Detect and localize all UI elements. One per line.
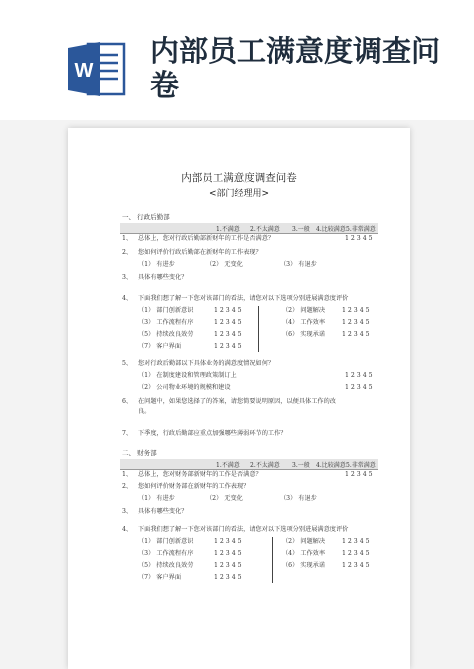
question-text: 您如何评价财务部在新财年的工作表现？ bbox=[138, 483, 250, 490]
question-text: 总体上，您对财务部新财年的工作是否满意？ bbox=[138, 471, 262, 478]
rating-item: （5） 持续改良效劳 bbox=[138, 562, 194, 569]
section-heading: 一、 行政后勤部 bbox=[122, 213, 170, 221]
question-number: 3、 bbox=[122, 274, 133, 281]
paper-title: 内部员工满意度调查问卷 bbox=[181, 172, 297, 184]
scale-label: 4.比较满意 bbox=[316, 226, 346, 233]
rating-item: （6） 实现承诺 bbox=[282, 562, 326, 569]
paper-subtitle: <部门经理用> bbox=[208, 189, 270, 199]
column-divider bbox=[272, 537, 273, 583]
rating-numbers: 1 2 3 4 5 bbox=[214, 562, 242, 569]
rating-numbers: 1 2 3 4 5 bbox=[345, 384, 373, 391]
rating-numbers: 1 2 3 4 5 bbox=[345, 372, 373, 379]
rating-item: （2） 问题解决 bbox=[282, 307, 326, 314]
scale-label: 3.一般 bbox=[292, 226, 310, 233]
question-number: 4、 bbox=[122, 295, 133, 302]
rating-numbers: 1 2 3 4 5 bbox=[214, 538, 242, 545]
rating-item: （7） 客户界面 bbox=[138, 343, 182, 350]
option: （1） 有进步 bbox=[138, 261, 175, 268]
rating-numbers: 1 2 3 4 5 bbox=[342, 319, 370, 326]
question-number: 4、 bbox=[122, 526, 133, 533]
scale-label: 1.不满意 bbox=[216, 462, 240, 469]
scale-label: 3.一般 bbox=[292, 462, 310, 469]
rating-item: （7） 客户界面 bbox=[138, 574, 182, 581]
question-text: 在问题中，如果您选择了的答案，请您简要说明原因，以便具体工作的改 bbox=[138, 398, 336, 405]
question-number: 1、 bbox=[122, 471, 133, 478]
rating-item: （1） 部门创新意识 bbox=[138, 538, 194, 545]
scale-label: 5.非常满意 bbox=[346, 462, 376, 469]
rating-item: （1） 部门创新意识 bbox=[138, 307, 194, 314]
rating-numbers: 1 2 3 4 5 bbox=[214, 343, 242, 350]
question-number: 2、 bbox=[122, 483, 133, 490]
document-page bbox=[68, 128, 410, 669]
question-number: 7、 bbox=[122, 430, 133, 437]
question-text: 下面我们想了解一下您对该部门的看法，请您对以下选项分别进展满意度评价 bbox=[138, 295, 349, 302]
rating-item: （3） 工作流程有序 bbox=[138, 319, 194, 326]
word-icon bbox=[66, 38, 128, 100]
question-text: 您如何评价行政后勤部在新财年的工作表现？ bbox=[138, 249, 262, 256]
option: （3） 有退步 bbox=[280, 495, 317, 502]
rating-numbers: 1 2 3 4 5 bbox=[345, 235, 373, 242]
question-text-continued: 良。 bbox=[138, 408, 151, 415]
rating-numbers: 1 2 3 4 5 bbox=[214, 574, 242, 581]
scale-label: 1.不满意 bbox=[216, 226, 240, 233]
rating-item: （4） 工作效率 bbox=[282, 550, 326, 557]
sub-item: （2） 公司物业环境的规模和建设 bbox=[138, 384, 231, 391]
question-number: 1、 bbox=[122, 235, 133, 242]
rating-item: （3） 工作流程有序 bbox=[138, 550, 194, 557]
rating-scale bbox=[120, 223, 378, 234]
scale-label: 5.非常满意 bbox=[346, 226, 376, 233]
option: （2） 无变化 bbox=[206, 261, 243, 268]
option: （1） 有进步 bbox=[138, 495, 175, 502]
sub-item: （1） 在制度建设和管理政策制订上 bbox=[138, 372, 237, 379]
svg-text:W: W bbox=[74, 60, 94, 82]
question-text: 具体有哪些变化？ bbox=[138, 274, 188, 281]
question-number: 6、 bbox=[122, 398, 133, 405]
rating-item: （6） 实现承诺 bbox=[282, 331, 326, 338]
header bbox=[0, 0, 474, 120]
question-text: 您对行政后勤部以下具体业务的满意度情况如何？ bbox=[138, 360, 275, 367]
rating-numbers: 1 2 3 4 5 bbox=[342, 562, 370, 569]
option: （3） 有退步 bbox=[280, 261, 317, 268]
rating-numbers: 1 2 3 4 5 bbox=[214, 307, 242, 314]
rating-numbers: 1 2 3 4 5 bbox=[214, 331, 242, 338]
question-number: 2、 bbox=[122, 249, 133, 256]
question-text: 下季度，行政后勤部应重点加强哪些薄弱环节的工作？ bbox=[138, 430, 287, 437]
question-number: 5、 bbox=[122, 360, 133, 367]
rating-numbers: 1 2 3 4 5 bbox=[342, 307, 370, 314]
column-divider bbox=[258, 306, 259, 352]
question-text: 下面我们想了解一下您对该部门的看法，请您对以下选项分别进展满意度评价 bbox=[138, 526, 349, 533]
scale-label: 2.不太满意 bbox=[250, 462, 280, 469]
section-heading: 二、 财务部 bbox=[122, 449, 157, 457]
rating-item: （4） 工作效率 bbox=[282, 319, 326, 326]
question-text: 具体有哪些变化？ bbox=[138, 508, 188, 515]
rating-numbers: 1 2 3 4 5 bbox=[214, 550, 242, 557]
document-title: 内部员工满意度调查问卷 bbox=[150, 34, 441, 102]
rating-numbers: 1 2 3 4 5 bbox=[345, 471, 373, 478]
scale-label: 2.不太满意 bbox=[250, 226, 280, 233]
scale-label: 4.比较满意 bbox=[316, 462, 346, 469]
rating-numbers: 1 2 3 4 5 bbox=[214, 319, 242, 326]
question-number: 3、 bbox=[122, 508, 133, 515]
rating-numbers: 1 2 3 4 5 bbox=[342, 331, 370, 338]
rating-item: （2） 问题解决 bbox=[282, 538, 326, 545]
rating-item: （5） 持续改良效劳 bbox=[138, 331, 194, 338]
rating-scale bbox=[120, 459, 378, 470]
question-text: 总体上，您对行政后勤部新财年的工作是否满意？ bbox=[138, 235, 275, 242]
rating-numbers: 1 2 3 4 5 bbox=[342, 550, 370, 557]
option: （2） 无变化 bbox=[206, 495, 243, 502]
rating-numbers: 1 2 3 4 5 bbox=[342, 538, 370, 545]
